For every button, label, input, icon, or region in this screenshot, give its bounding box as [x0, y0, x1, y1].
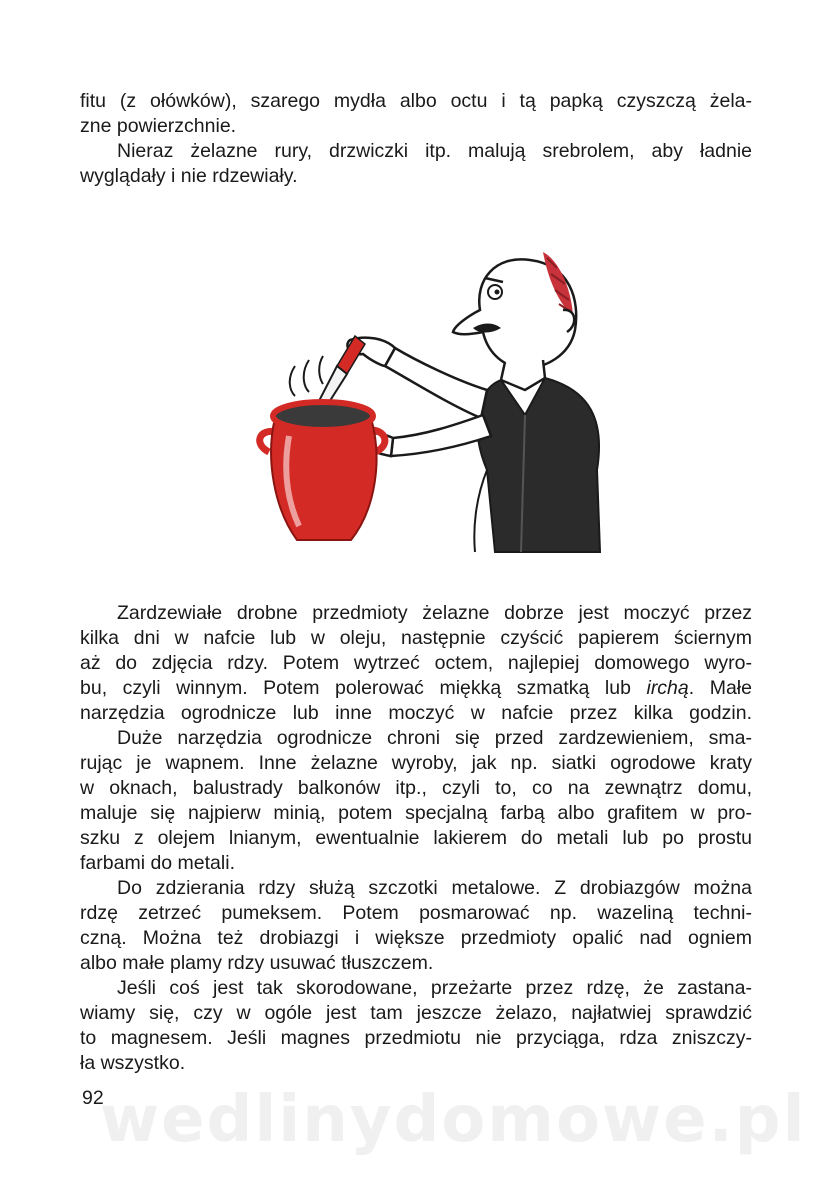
text-line	[80, 676, 752, 701]
text-line: ła wszystko.	[80, 1052, 186, 1074]
text-line: rując je wapnem. Inne żelazne wyroby, jak np. siatki ogrodowe kraty	[80, 752, 752, 774]
text-line: Nieraz żelazne rury, drzwiczki itp. malują srebrolem, aby ładnie	[117, 140, 752, 162]
paragraph	[80, 976, 752, 1076]
page-number: 92	[82, 1087, 104, 1109]
text-line: to magnesem. Jeśli magnes przedmiotu nie przyciąga, rdza zniszczy-	[80, 1027, 752, 1049]
watermark: wedlinydomowe.pl	[100, 1083, 807, 1157]
body-text	[80, 601, 752, 1076]
paragraph	[80, 601, 752, 726]
italic-word: irchą	[646, 677, 689, 699]
text-line: farbami do metali.	[80, 852, 235, 874]
text-line: albo małe plamy rdzy usuwać tłuszczem.	[80, 952, 434, 974]
text-line: fitu (z ołówków), szarego mydła albo octu i tą papką czyszczą żela-	[80, 90, 752, 112]
text-line: w oknach, balustrady balkonów itp., czyli to, co na zewnątrz domu,	[80, 777, 752, 799]
text-line: Duże narzędzia ogrodnicze chroni się przed zardzewieniem, sma-	[117, 727, 752, 749]
text-line: Jeśli coś jest tak skorodowane, przeżarte przez rdzę, że zastana-	[117, 977, 752, 999]
intro-text	[80, 89, 752, 189]
paragraph	[80, 139, 752, 189]
text-line: aż do zdjęcia rdzy. Potem wytrzeć octem, najlepiej domowego wyro-	[80, 652, 752, 674]
text-line: wiamy się, czy w ogóle jest tam jeszcze żelazo, najłatwiej sprawdzić	[80, 1002, 752, 1024]
text-line: kilka dni w nafcie lub w oleju, następnie czyścić papierem ściernym	[80, 627, 752, 649]
text-line: Do zdzierania rdzy służą szczotki metalowe. Z drobiazgów można	[117, 877, 752, 899]
text-line: Zardzewiałe drobne przedmioty żelazne dobrze jest moczyć przez	[117, 602, 752, 624]
text-line: rdzę zetrzeć pumeksem. Potem posmarować np. wazeliną techni-	[80, 902, 752, 924]
man-with-pot-illustration	[225, 240, 625, 560]
paragraph	[80, 726, 752, 876]
paragraph	[80, 876, 752, 976]
text-line: narzędzia ogrodnicze lub inne moczyć w nafcie przez kilka godzin.	[80, 702, 752, 724]
paragraph	[80, 89, 752, 139]
text-line: szku z olejem lnianym, ewentualnie lakierem do metali lub po prostu	[80, 827, 752, 849]
text-segment: . Małe	[688, 677, 752, 699]
vest	[477, 378, 600, 552]
text-line: wyglądały i nie rdzewiały.	[80, 165, 298, 187]
text-segment: bu, czyli winnym. Potem polerować miękką szmatką lub	[80, 677, 647, 699]
text-line: maluje się najpierw minią, potem specjalną farbą albo grafitem w pro-	[80, 802, 752, 824]
text-line: zne powierzchnie.	[80, 115, 237, 137]
text-line: czną. Można też drobiazgi i większe przedmioty opalić nad ogniem	[80, 927, 752, 949]
